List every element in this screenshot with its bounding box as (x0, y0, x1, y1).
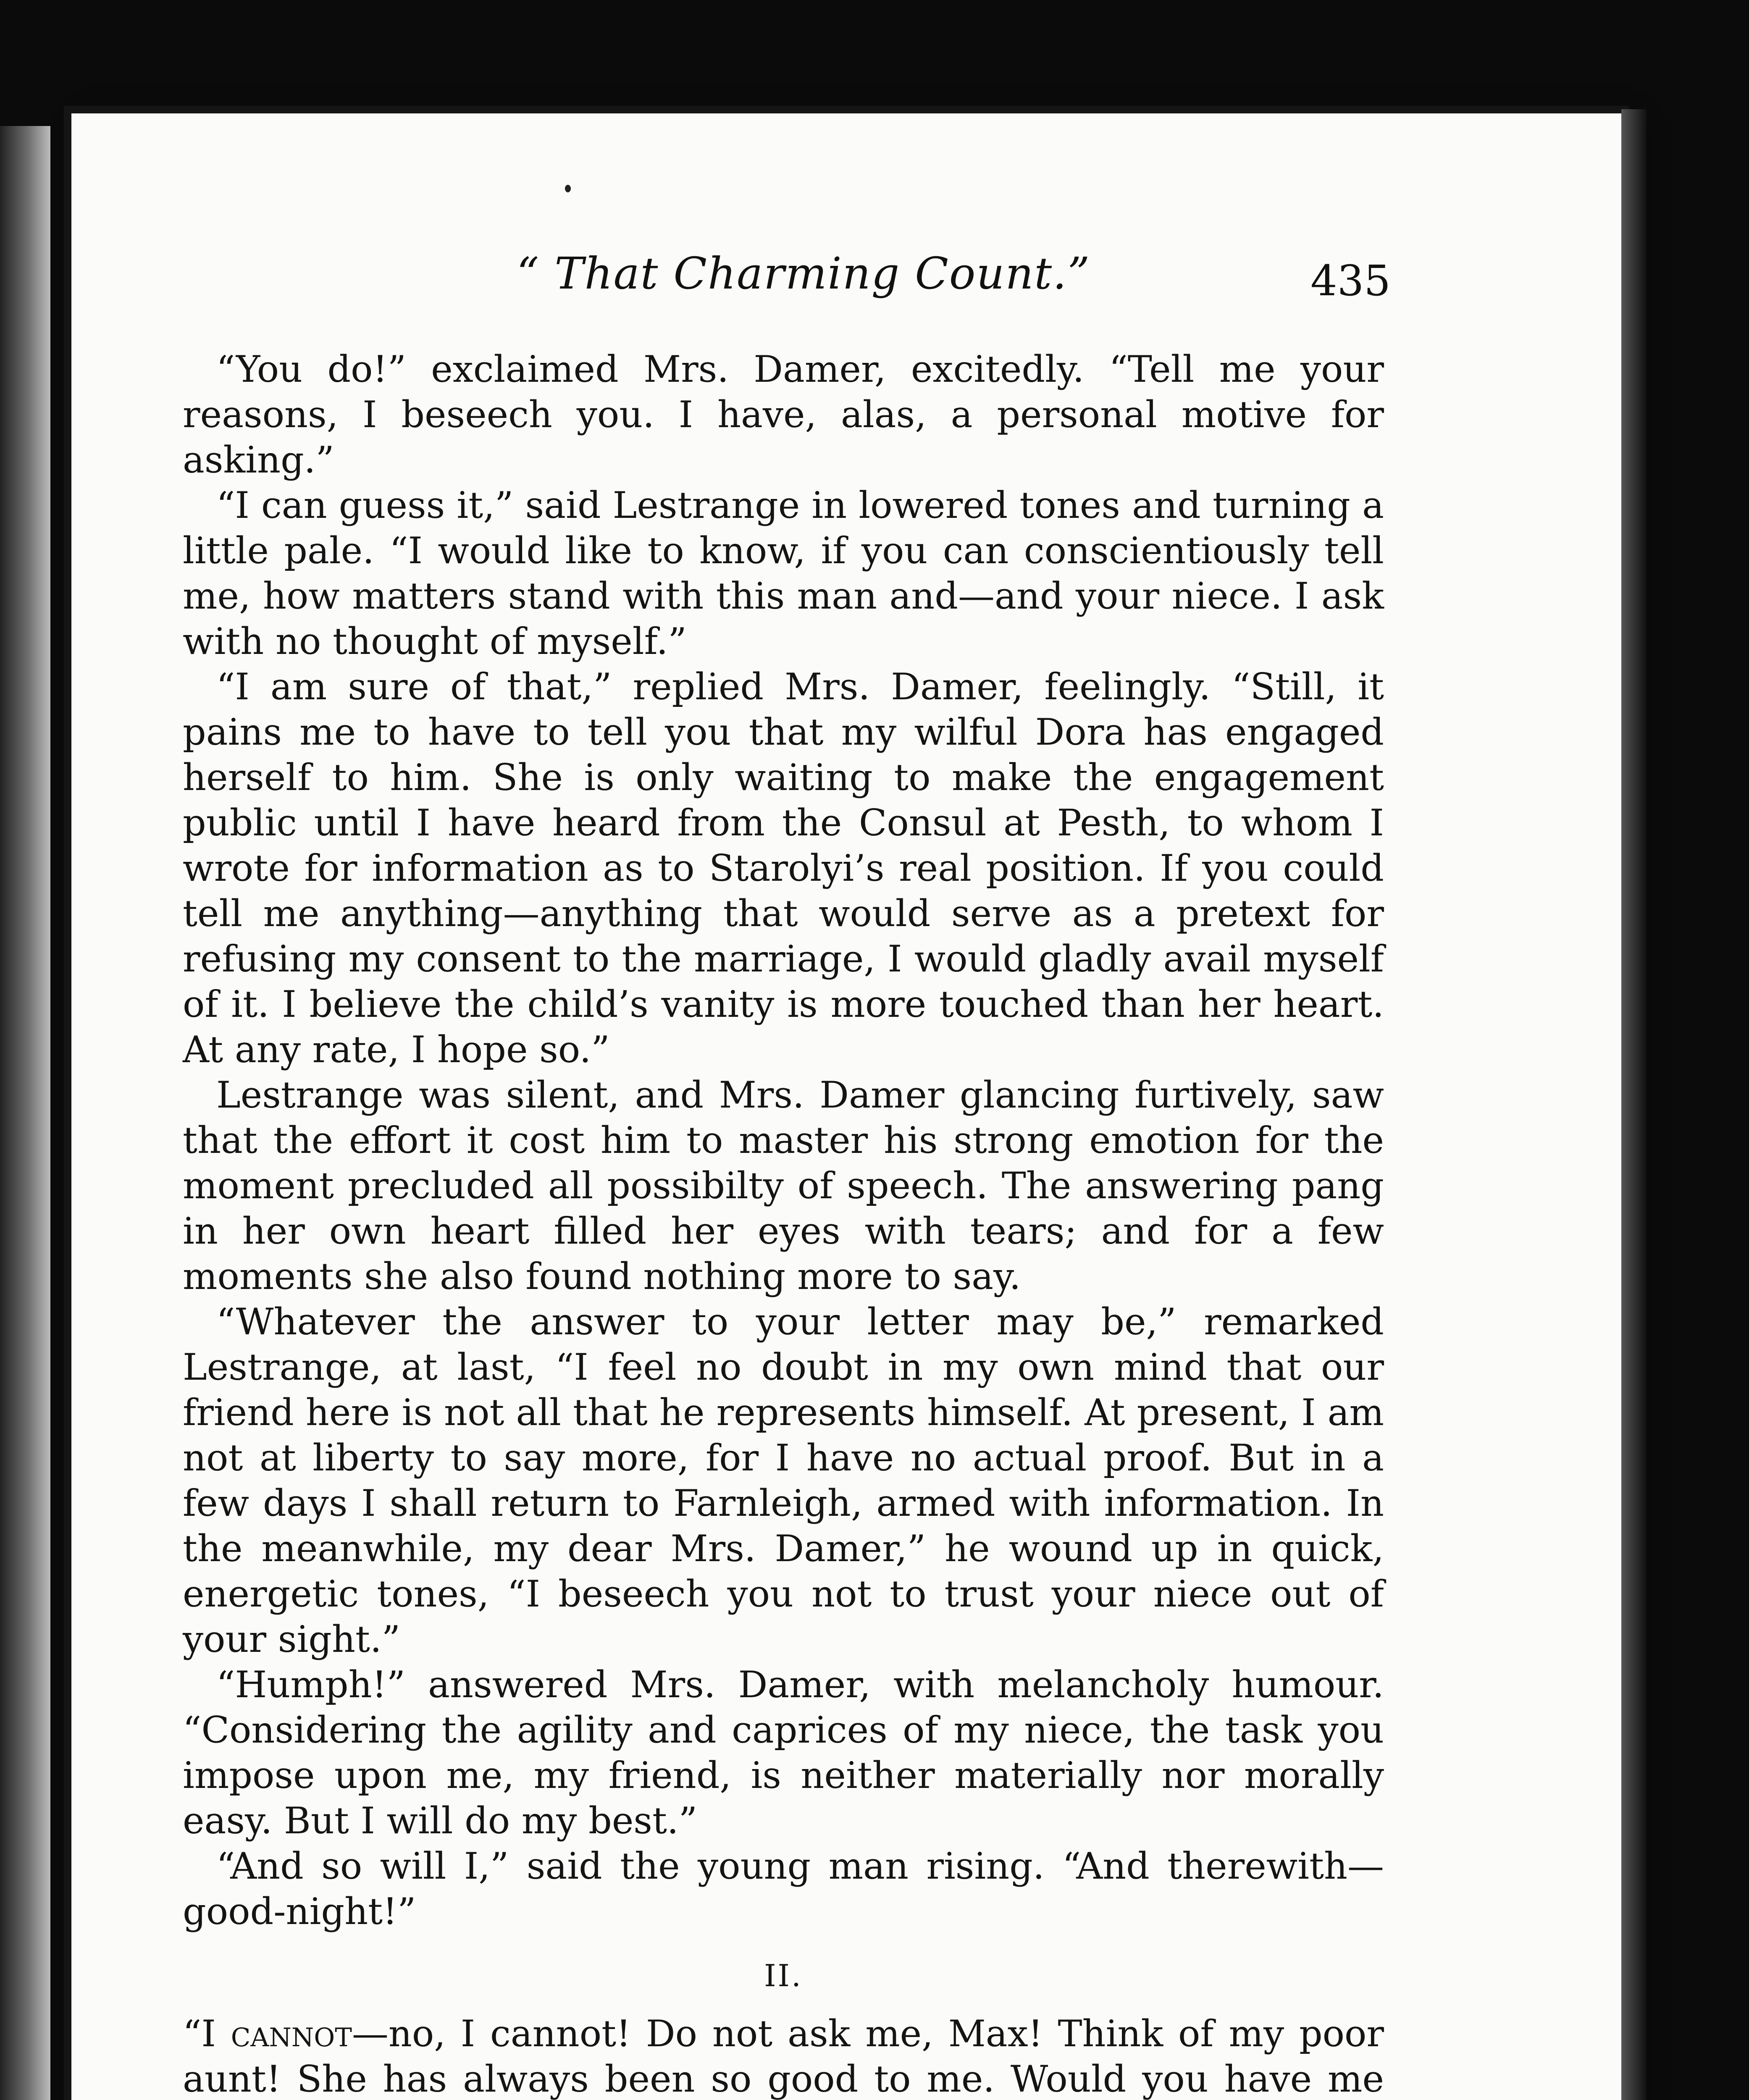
page-edge-shadow (1621, 109, 1647, 2100)
section-heading: II. (764, 1958, 803, 1993)
paragraph: “Whatever the answer to your letter may be,” remarked Lestrange, at last, “I feel no doubt in my own mind that our friend here is not all that he represents himself. At present, I am not at liberty to say more, for I have no actual proof. But in a few days I shall return to Farnleigh, armed with information. In the meanwhile, my dear Mrs. Damer,” he wound up in quick, energetic tones, “I beseech you not to trust your niece out of your sight.” (183, 1300, 1384, 1661)
page-number: 435 (1310, 256, 1391, 305)
facing-page-edge (0, 126, 50, 2100)
opening-rest: —no, I cannot! Do not ask me, Max! Think of my poor aunt! She has always been so good to me. Would you have me (183, 2012, 1384, 2100)
paragraph: “I can guess it,” said Lestrange in lowered tones and turning a little pale. “I would like to know, if you can conscientiously tell me, how matters stand with this man and—and your niece. I ask with no thought of myself.” (183, 484, 1384, 663)
running-title: “ That Charming Count.” (517, 248, 1091, 299)
opening-small-caps-word: cannot (231, 2012, 352, 2055)
page-header (0, 248, 1749, 311)
paragraph: “And so will I,” said the young man rising. “And therewith—good-night!” (183, 1845, 1384, 1933)
opening-quote: “I (183, 2012, 231, 2055)
paragraph: “Humph!” answered Mrs. Damer, with melancholy humour. “Considering the agility and caprices of my niece, the task you impose upon me, my friend, is neither materially nor morally easy. But I will do my best.” (183, 1663, 1384, 1842)
paragraph: Lestrange was silent, and Mrs. Damer glancing furtively, saw that the effort it cost him to master his strong emotion for the moment precluded all possibilty of speech. The answering pang in her own heart filled her eyes with tears; and for a few moments she also found nothing more to say. (183, 1074, 1384, 1298)
body-text (183, 346, 1384, 2100)
paragraph: “I am sure of that,” replied Mrs. Damer, feelingly. “Still, it pains me to have to tell you that my wilful Dora has engaged herself to him. She is only waiting to make the engagement public until I have heard from the Consul at Pesth, to whom I wrote for information as to Starolyi’s real position. If you could tell me anything—anything that would serve as a pretext for refusing my consent to the marriage, I would gladly avail myself of it. I believe the child’s vanity is more touched than her heart. At any rate, I hope so.” (183, 665, 1384, 1071)
paragraph: “You do!” exclaimed Mrs. Damer, excitedly. “Tell me your reasons, I beseech you. I have, alas, a personal motive for asking.” (183, 348, 1384, 481)
ink-speck (565, 185, 571, 192)
section-opening-paragraph (183, 2011, 1384, 2100)
